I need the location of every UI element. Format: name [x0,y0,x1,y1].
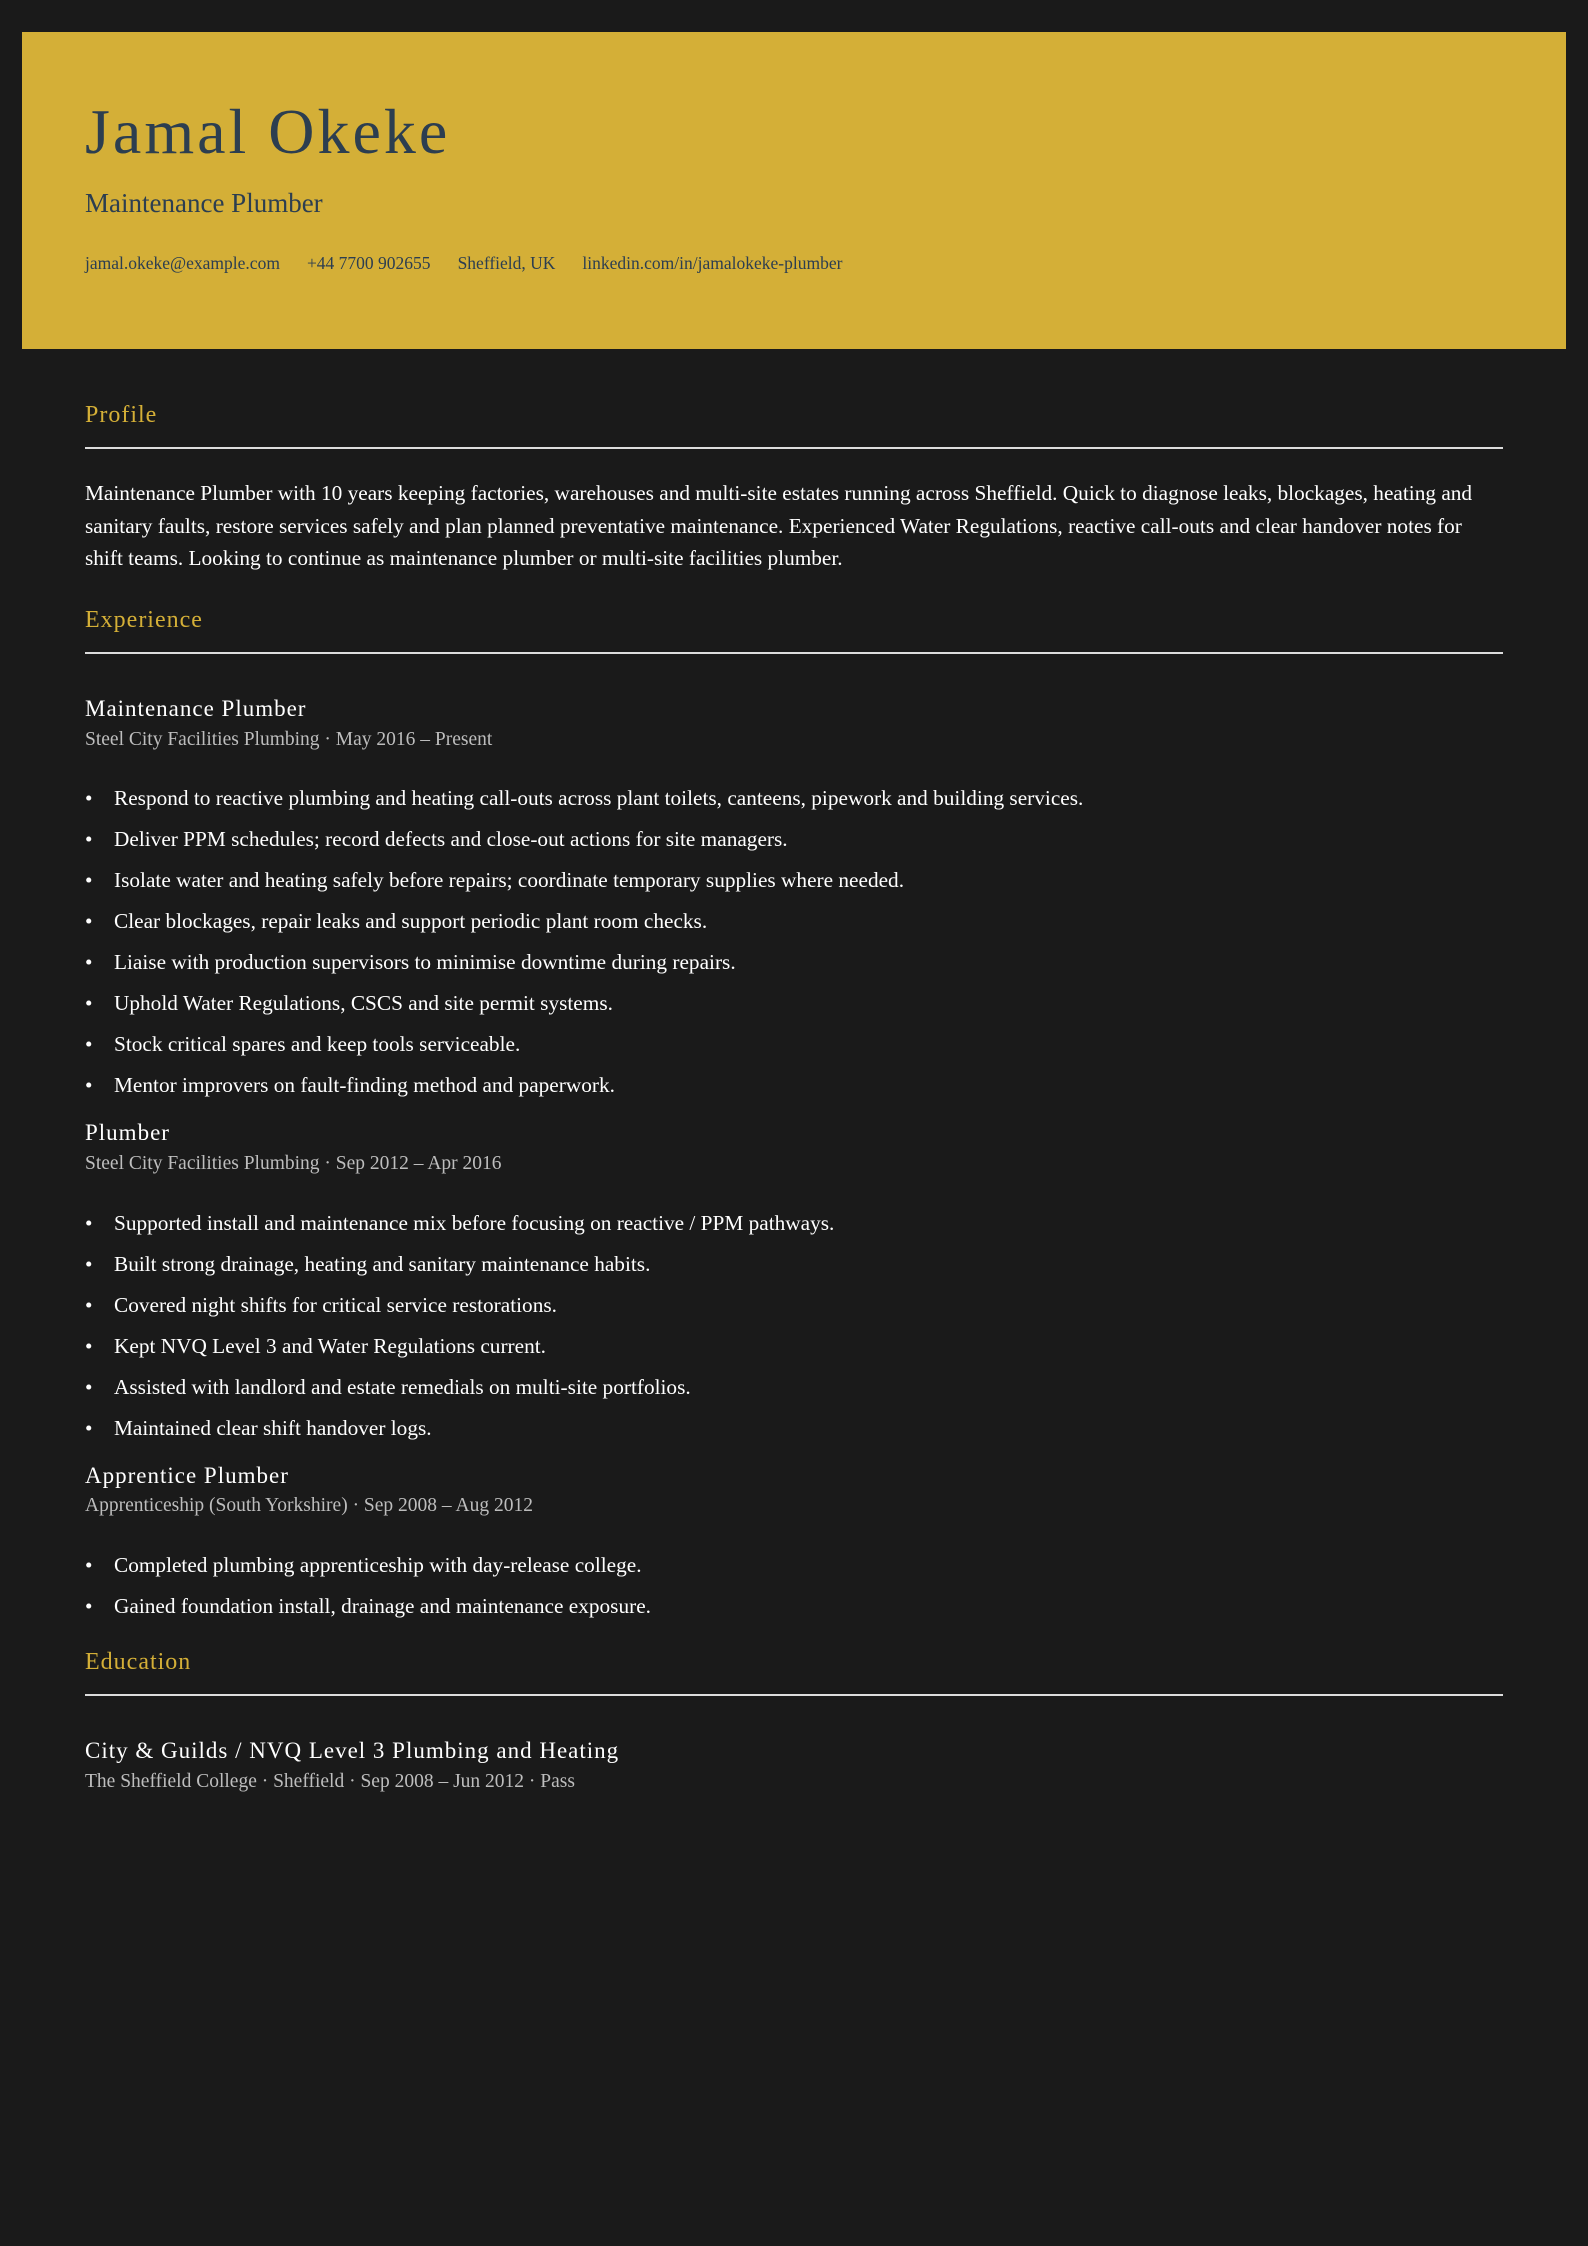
section-divider [85,1694,1503,1696]
section-title-profile: Profile [85,402,158,428]
section-title-experience: Experience [85,606,203,633]
job-bullet: • Deliver PPM schedules; record defects and close-out actions for site managers. [85,819,1503,860]
education-section [85,1647,1503,1794]
contact-location: Sheffield, UK [457,253,556,273]
education-meta: The Sheffield College · Sheffield · Sep 2008 – Jun 2012 · Pass [85,1770,575,1792]
job-bullet: • Completed plumbing apprenticeship with day-release college. [85,1545,1503,1586]
job-bullet: • Gained foundation install, drainage and maintenance exposure. [85,1586,1503,1627]
job-bullet: • Clear blockages, repair leaks and support periodic plant room checks. [85,901,1503,942]
profile-section [85,400,1503,575]
experience-section [85,605,1503,1627]
section-title-education: Education [85,1648,192,1675]
section-divider [85,652,1503,654]
education-entry [85,1736,1503,1794]
job-bullets [85,1545,1503,1627]
job-meta: Steel City Facilities Plumbing · Sep 2012 – Apr 2016 [85,1153,502,1175]
job-bullet: • Stock critical spares and keep tools serviceable. [85,1024,1503,1065]
job-entry [85,694,1503,1106]
profile-summary: Maintenance Plumber with 10 years keeping factories, warehouses and multi-site estates running across Sheffield. Quick to diagnose leaks, blockages, heating and sanitary faults, restore services safely and plan planned preventative maintenance. Experienced Water Regulations, reactive call-outs and clear handover notes for shift teams. Looking to continue as maintenance plumber or multi-site facilities plumber. [85,481,1473,571]
candidate-name: Jamal Okeke [85,96,451,167]
contact-linkedin[interactable]: linkedin.com/in/jamalokeke-plumber [582,253,843,273]
job-bullet: • Supported install and maintenance mix before focusing on reactive / PPM pathways. [85,1203,1503,1244]
job-bullet: • Liaise with production supervisors to minimise downtime during repairs. [85,942,1503,983]
job-bullets [85,1203,1503,1449]
job-bullet: • Kept NVQ Level 3 and Water Regulations current. [85,1326,1503,1367]
job-title: Apprentice Plumber [85,1462,289,1488]
contact-phone[interactable]: +44 7700 902655 [306,253,431,273]
job-bullet: • Built strong drainage, heating and sanitary maintenance habits. [85,1244,1503,1285]
job-meta: Apprenticeship (South Yorkshire) · Sep 2008 – Aug 2012 [85,1495,533,1517]
job-meta: Steel City Facilities Plumbing · May 2016 – Present [85,729,493,750]
contact-row [85,253,842,274]
section-divider [85,447,1503,449]
resume-header [22,32,1566,349]
job-entry [85,1118,1503,1448]
resume-body [85,400,1503,1794]
job-bullet: • Respond to reactive plumbing and heating call-outs across plant toilets, canteens, pipework and building services. [85,778,1503,819]
job-bullet: • Assisted with landlord and estate remedials on multi-site portfolios. [85,1367,1503,1408]
candidate-role: Maintenance Plumber [85,188,323,218]
job-title: Plumber [85,1120,170,1146]
job-bullet: • Mentor improvers on fault-finding method and paperwork. [85,1065,1503,1106]
job-entry [85,1461,1503,1627]
job-bullet: • Covered night shifts for critical service restorations. [85,1285,1503,1326]
job-bullet: • Isolate water and heating safely before repairs; coordinate temporary supplies where needed. [85,860,1503,901]
job-bullets [85,778,1503,1106]
job-title: Maintenance Plumber [85,696,307,722]
education-title: City & Guilds / NVQ Level 3 Plumbing and Heating [85,1738,620,1763]
job-bullet: • Maintained clear shift handover logs. [85,1408,1503,1449]
contact-email[interactable]: jamal.okeke@example.com [85,253,280,273]
job-bullet: • Uphold Water Regulations, CSCS and site permit systems. [85,983,1503,1024]
